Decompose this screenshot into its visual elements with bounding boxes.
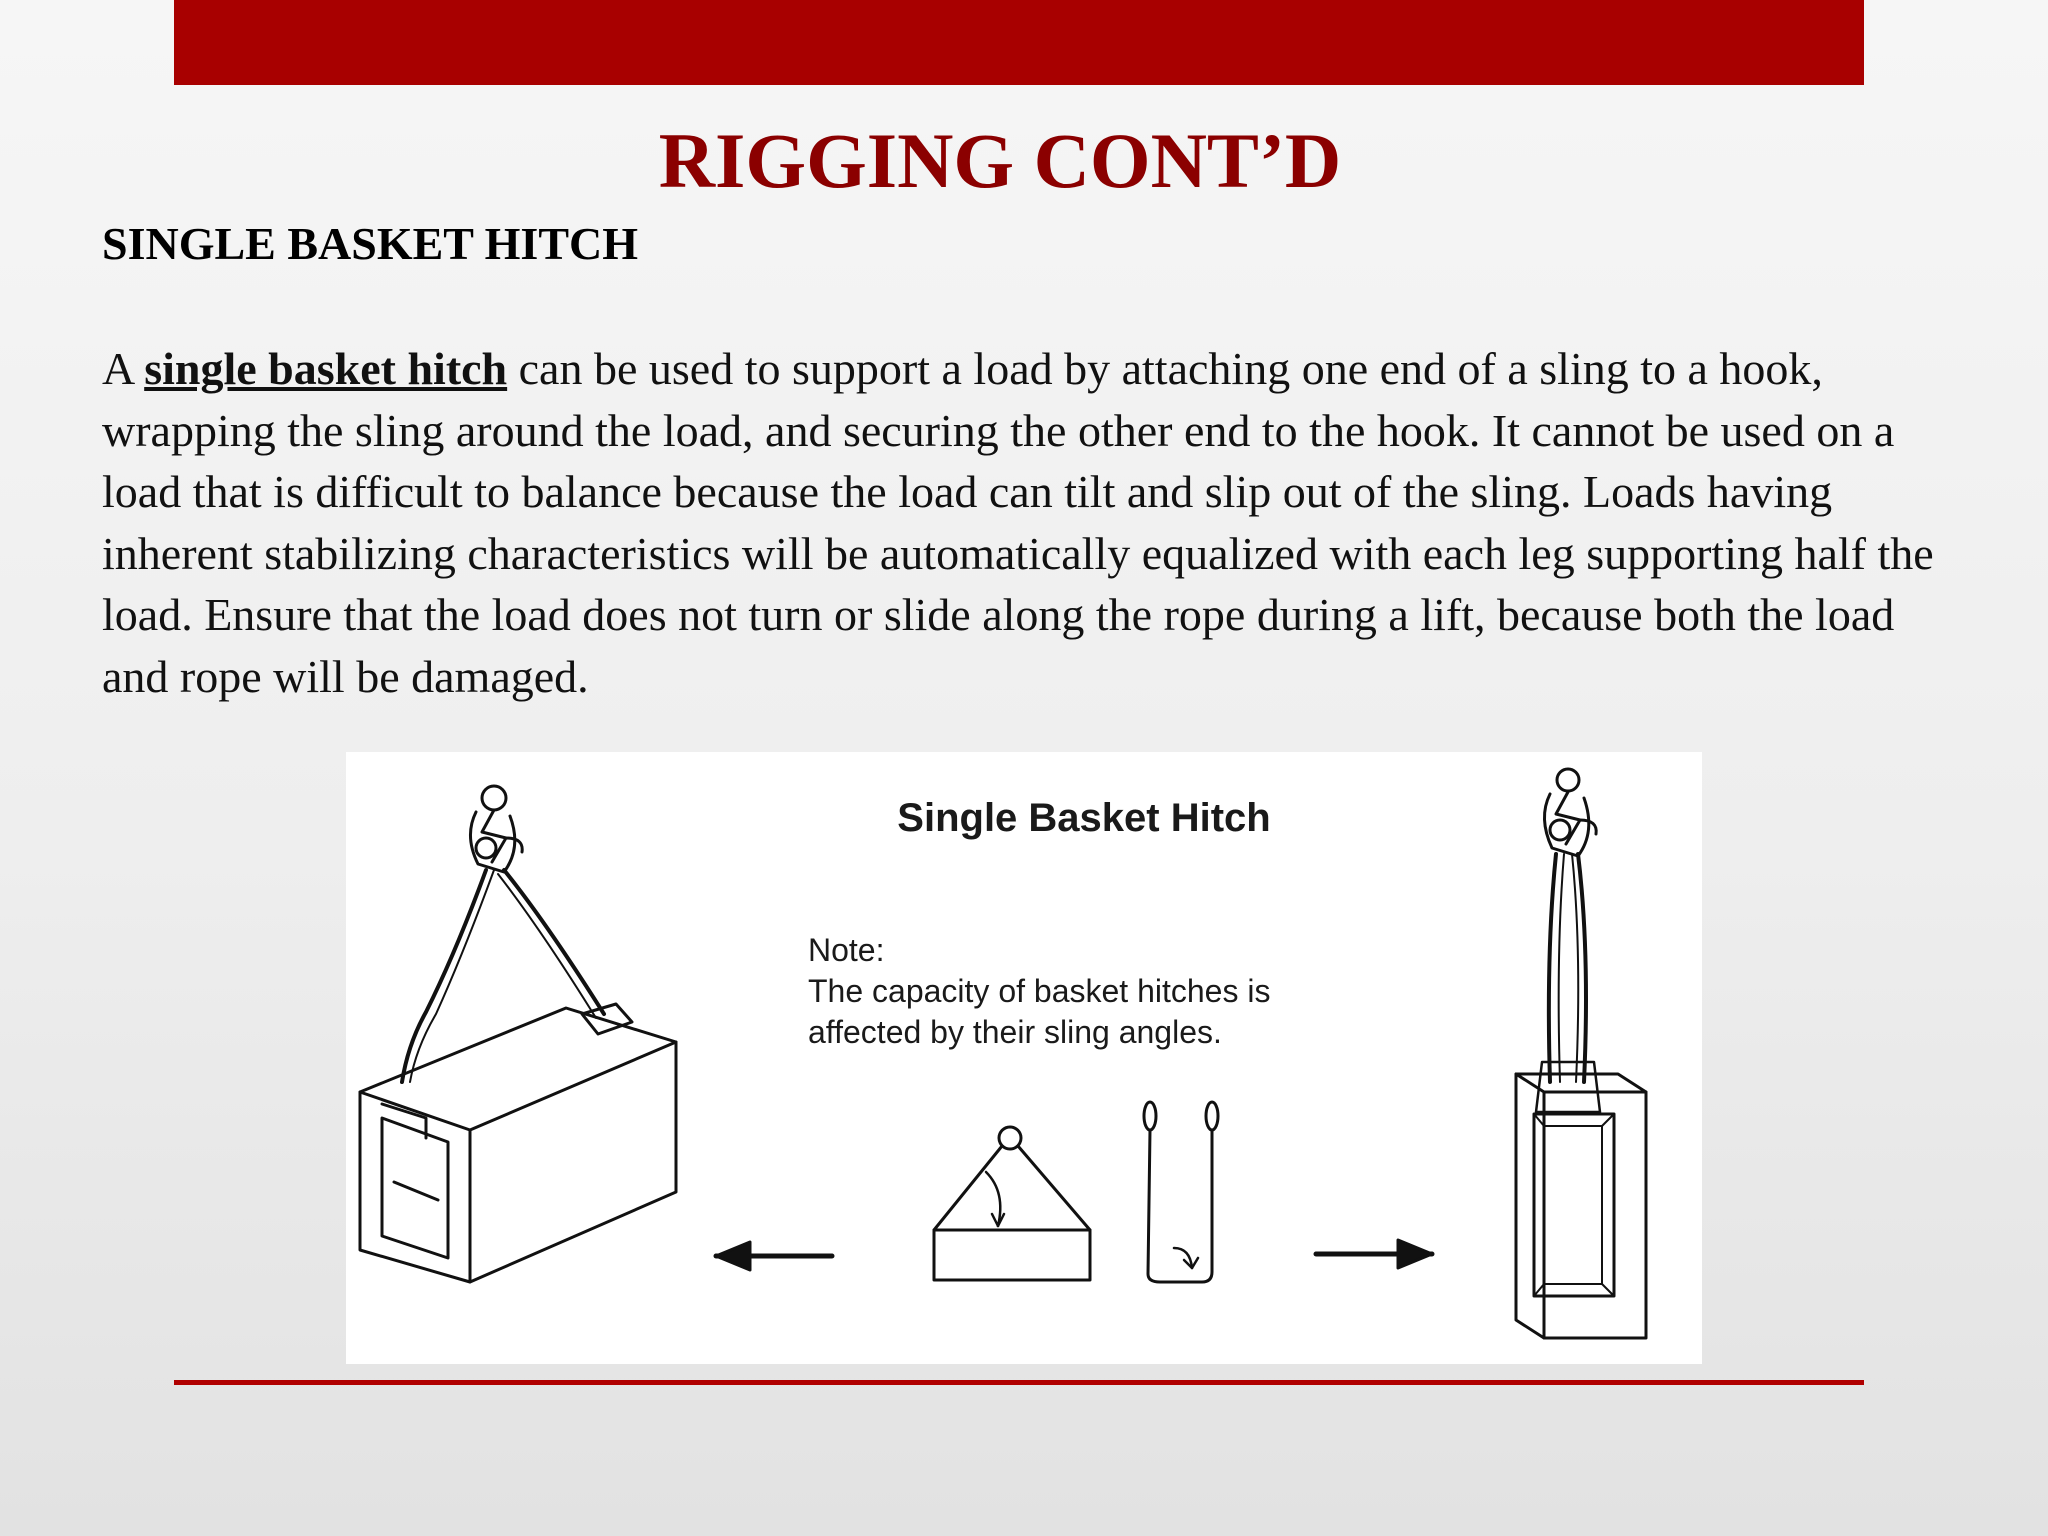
sling-vertical-icon (1144, 1102, 1218, 1282)
paragraph-term: single basket hitch (144, 343, 508, 394)
bottom-rule (174, 1380, 1864, 1385)
section-subtitle: SINGLE BASKET HITCH (102, 218, 639, 269)
top-accent-bar (174, 0, 1864, 85)
note-line-1: The capacity of basket hitches is (808, 973, 1271, 1009)
arrow-left-icon (716, 1242, 832, 1270)
slide-title: RIGGING CONT’D (658, 117, 1342, 204)
left-block-icon (360, 1004, 676, 1282)
right-sling-icon (1549, 854, 1586, 1082)
paragraph-rest: can be used to support a load by attaching one end of a sling to a hook, wrapping the sling around the load, and securing the other end to the hook. It cannot be used on a load that is difficult to balance because the load can tilt and slip out of the sling. Loads having inherent stabilizing characteristics will be automatically equalized with each leg supporting half the load. Ensure that the load does not turn or slide along the rope during a lift, because both the load and rope will be damaged. (102, 343, 1934, 702)
body-paragraph (102, 338, 1962, 707)
hitch-illustration (346, 752, 1702, 1364)
paragraph-lead: A (102, 343, 145, 394)
arrow-right-icon (1316, 1240, 1432, 1268)
note-line-2: affected by their sling angles. (808, 1014, 1222, 1050)
figure-title: Single Basket Hitch (897, 796, 1271, 840)
figure-note (808, 930, 1270, 1053)
note-label: Note: (808, 932, 885, 968)
right-frame-icon (1516, 1062, 1646, 1338)
sling-angle-triangle-icon (934, 1127, 1090, 1280)
left-sling-icon (402, 870, 604, 1082)
hitch-figure (346, 752, 1702, 1364)
